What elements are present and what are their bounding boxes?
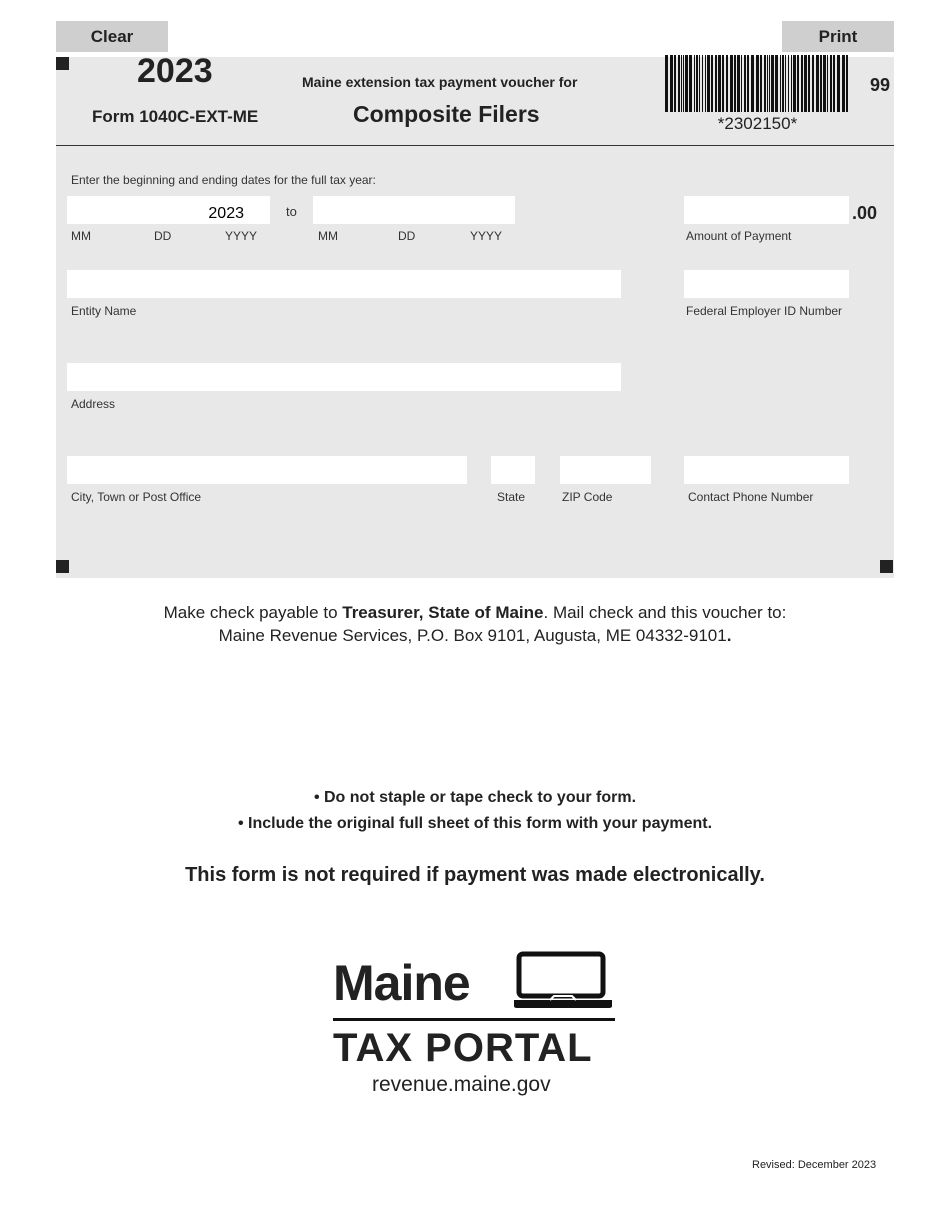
logo-url: revenue.maine.gov xyxy=(372,1073,551,1096)
fein-label: Federal Employer ID Number xyxy=(686,304,843,318)
barcode-bar xyxy=(747,55,749,112)
barcode-bar xyxy=(707,55,710,112)
barcode-bar xyxy=(767,55,768,112)
barcode-bar xyxy=(771,55,774,112)
barcode xyxy=(665,55,850,112)
mailing-address-text: Maine Revenue Services, P.O. Box 9101, Augusta, ME 04332-9101 xyxy=(218,626,727,645)
barcode-bar xyxy=(816,55,819,112)
note-staple: • Do not staple or tape check to your form. xyxy=(313,789,637,806)
print-button[interactable]: Print xyxy=(782,21,894,52)
tax-year: 2023 xyxy=(137,52,213,90)
barcode-bar xyxy=(830,55,832,112)
payable-instruction xyxy=(0,603,950,623)
end-day-label: DD xyxy=(398,229,416,243)
barcode-text: *2302150* xyxy=(717,114,798,133)
barcode-bar xyxy=(665,55,668,112)
barcode-bar xyxy=(705,55,706,112)
barcode-bar xyxy=(734,55,736,112)
barcode-bar xyxy=(791,55,792,112)
barcode-bar xyxy=(674,55,676,112)
barcode-bar xyxy=(780,55,781,112)
form-number: Form 1040C-EXT-ME xyxy=(92,107,259,126)
mailing-address xyxy=(0,626,950,646)
begin-month-label: MM xyxy=(71,229,91,243)
barcode-bar xyxy=(699,55,700,112)
registration-mark xyxy=(56,560,69,573)
zip-label: ZIP Code xyxy=(562,490,613,504)
barcode-bar xyxy=(812,55,814,112)
clear-button[interactable]: Clear xyxy=(56,21,168,52)
logo-tax-portal: TAX PORTAL xyxy=(333,1026,593,1070)
barcode-bar xyxy=(823,55,826,112)
barcode-bar xyxy=(833,55,835,112)
electronic-note: This form is not required if payment was made electronically. xyxy=(185,864,765,886)
barcode-bar xyxy=(711,55,713,112)
barcode-bar xyxy=(694,55,695,112)
end-month-label: MM xyxy=(318,229,338,243)
begin-year-label: YYYY xyxy=(225,229,258,243)
barcode-bar xyxy=(718,55,721,112)
barcode-bar xyxy=(760,55,762,112)
barcode-bar xyxy=(769,55,770,112)
form-title: Composite Filers xyxy=(353,101,540,127)
payee: Treasurer, State of Maine xyxy=(342,603,544,622)
barcode-bar xyxy=(751,55,754,112)
barcode-bar xyxy=(678,55,680,112)
amount-label: Amount of Payment xyxy=(686,229,792,243)
barcode-bar xyxy=(837,55,840,112)
barcode-bar xyxy=(842,55,845,112)
barcode-bar xyxy=(681,55,682,112)
to-label: to xyxy=(286,204,297,219)
barcode-bar xyxy=(793,55,796,112)
barcode-bar xyxy=(801,55,803,112)
entity-name-label: Entity Name xyxy=(71,304,137,318)
address-label: Address xyxy=(71,397,116,411)
logo-maine: Maine xyxy=(333,955,470,1011)
barcode-bar xyxy=(808,55,810,112)
barcode-bar xyxy=(702,55,703,112)
amount-cents: .00 xyxy=(852,203,878,223)
period: . xyxy=(726,626,732,645)
state-label: State xyxy=(497,490,526,504)
begin-date-input[interactable] xyxy=(67,196,270,224)
barcode-bar xyxy=(785,55,786,112)
entity-name-input[interactable] xyxy=(67,270,621,298)
barcode-bar xyxy=(683,55,684,112)
revised-date: Revised: December 2023 xyxy=(752,1159,877,1171)
registration-mark xyxy=(880,560,893,573)
registration-mark xyxy=(56,57,69,70)
amount-input[interactable] xyxy=(684,196,849,224)
barcode-bar xyxy=(788,55,789,112)
city-input[interactable] xyxy=(67,456,467,484)
barcode-bar xyxy=(820,55,822,112)
divider xyxy=(56,145,894,146)
barcode-bar xyxy=(827,55,828,112)
end-date-input[interactable] xyxy=(313,196,515,224)
barcode-bar xyxy=(846,55,848,112)
barcode-bar xyxy=(737,55,740,112)
address-input[interactable] xyxy=(67,363,621,391)
barcode-bar xyxy=(764,55,766,112)
barcode-bar xyxy=(726,55,728,112)
barcode-bar xyxy=(797,55,799,112)
dates-instruction: Enter the beginning and ending dates for the full tax year: xyxy=(71,173,376,187)
state-input[interactable] xyxy=(491,456,535,484)
barcode-bar xyxy=(782,55,784,112)
barcode-bar xyxy=(744,55,746,112)
begin-day-label: DD xyxy=(154,229,172,243)
barcode-bar xyxy=(730,55,733,112)
barcode-bar xyxy=(670,55,673,112)
barcode-bar xyxy=(715,55,717,112)
barcode-bar xyxy=(696,55,698,112)
barcode-bar xyxy=(775,55,778,112)
laptop-icon xyxy=(512,951,614,1009)
end-year-label: YYYY xyxy=(470,229,503,243)
barcode-bar xyxy=(741,55,742,112)
barcode-bar xyxy=(722,55,724,112)
barcode-bar xyxy=(689,55,692,112)
form-subtitle: Maine extension tax payment voucher for xyxy=(302,74,578,90)
city-label: City, Town or Post Office xyxy=(71,490,202,504)
payable-pre: Make check payable to xyxy=(163,603,343,622)
barcode-bar xyxy=(685,55,688,112)
barcode-bar xyxy=(804,55,807,112)
fein-input[interactable] xyxy=(684,270,849,298)
form-code: 99 xyxy=(870,75,891,95)
barcode-bar xyxy=(756,55,759,112)
zip-input[interactable] xyxy=(560,456,651,484)
phone-input[interactable] xyxy=(684,456,849,484)
note-include: • Include the original full sheet of this form with your payment. xyxy=(237,815,713,832)
payable-post: . Mail check and this voucher to: xyxy=(543,603,787,622)
phone-label: Contact Phone Number xyxy=(688,490,814,504)
logo-rule xyxy=(333,1018,615,1021)
